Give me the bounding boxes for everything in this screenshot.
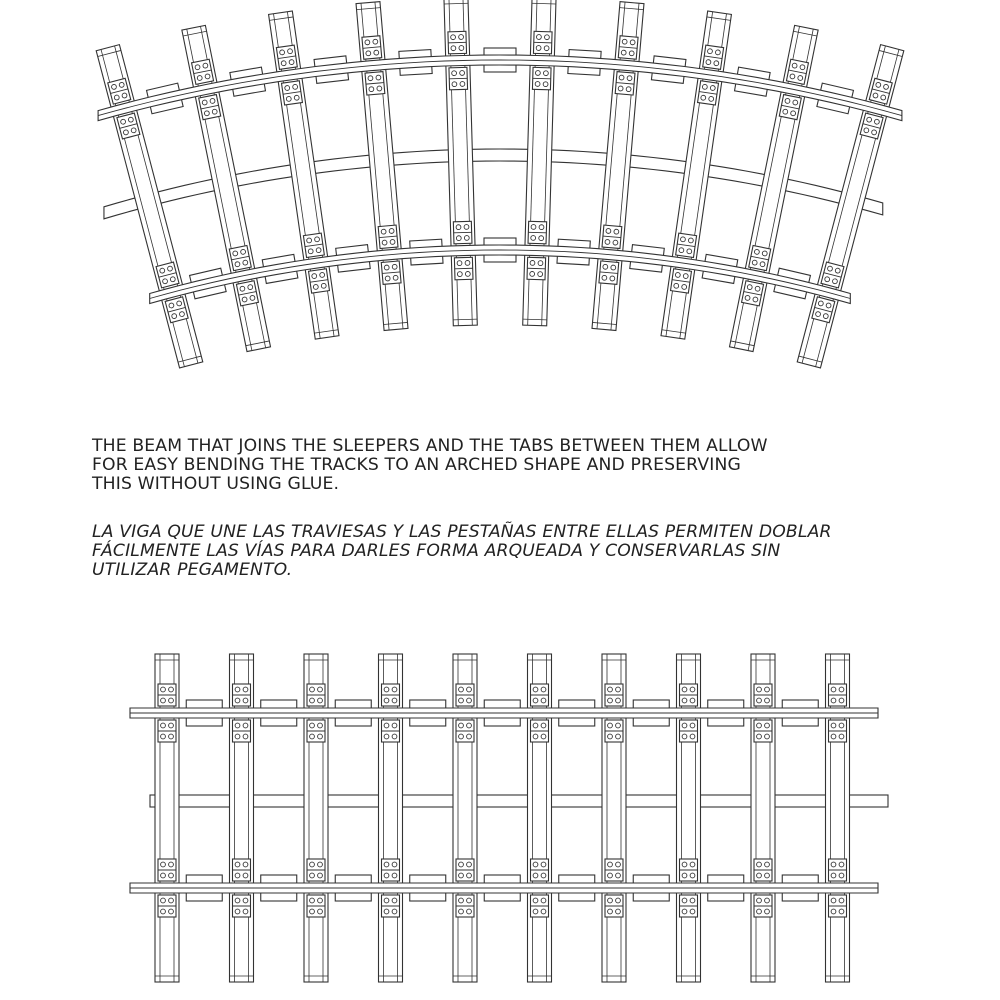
rail-fastener: [786, 59, 808, 84]
rail-fastener: [528, 221, 547, 244]
rail: [130, 883, 878, 893]
caption-spanish-line-3: UTILIZAR PEGAMENTO.: [92, 560, 293, 580]
rail-fastener: [779, 95, 801, 120]
rail-fastener: [382, 684, 400, 706]
caption-english-line-1: THE BEAM THAT JOINS THE SLEEPERS AND THE TABS BETWEEN THEM ALLOW: [92, 436, 768, 456]
rail-fastener: [158, 895, 176, 917]
sleeper: [602, 654, 626, 982]
rail-fastener: [829, 684, 847, 706]
sleeper-group: [444, 0, 477, 326]
caption-english-line-2: FOR EASY BENDING THE TRACKS TO AN ARCHED SHAPE AND PRESERVING: [92, 455, 741, 475]
rail-fastener: [449, 67, 468, 90]
caption-spanish-line-1: LA VIGA QUE UNE LAS TRAVIESAS Y LAS PESTAÑAS ENTRE ELLAS PERMITEN DOBLAR: [92, 522, 832, 542]
sleeper: [523, 0, 556, 326]
rail-fastener: [192, 59, 214, 84]
rail-fastener: [362, 36, 382, 59]
rail-fastener: [605, 895, 623, 917]
caption-english: [92, 437, 952, 494]
sleeper: [751, 654, 775, 982]
center-beam: [150, 795, 888, 807]
rail-fastener: [531, 684, 549, 706]
rail-fastener: [531, 720, 549, 742]
straight-track-diagram: [0, 620, 1000, 1000]
caption-spanish-line-2: FÁCILMENTE LAS VÍAS PARA DARLES FORMA ARQUEADA Y CONSERVARLAS SIN: [92, 541, 781, 561]
sleeper: [453, 654, 477, 982]
curved-track-diagram: [0, 0, 1000, 410]
rail-fastener: [754, 859, 772, 881]
sleeper: [528, 654, 552, 982]
rail-fastener: [605, 684, 623, 706]
rail-fastener: [307, 720, 325, 742]
rail-fastener: [158, 720, 176, 742]
sleeper: [155, 654, 179, 982]
rail-fastener: [742, 281, 764, 306]
caption-spanish: [92, 523, 952, 580]
rail-fastener: [618, 36, 638, 59]
rail-fastener: [680, 895, 698, 917]
rail-fastener: [381, 261, 401, 284]
rail-fastener: [303, 233, 324, 257]
sleeper: [304, 654, 328, 982]
rail-fastener: [448, 31, 467, 54]
rail-fastener: [233, 859, 251, 881]
rail-fastener: [599, 261, 619, 284]
rail-fastener: [233, 895, 251, 917]
rail-fastener: [605, 720, 623, 742]
rail-fastener: [365, 72, 385, 95]
rail-fastener: [680, 859, 698, 881]
rail-fastener: [829, 859, 847, 881]
rail-fastener: [456, 684, 474, 706]
rail-fastener: [236, 281, 258, 306]
rail-fastener: [307, 859, 325, 881]
rail-fastener: [698, 81, 719, 105]
sleeper: [230, 654, 254, 982]
rail-fastener: [276, 45, 297, 69]
sleeper: [379, 654, 403, 982]
rail-fastener: [676, 233, 697, 257]
rail-fastener: [281, 81, 302, 105]
rail-fastener: [158, 859, 176, 881]
rail-fastener: [456, 720, 474, 742]
rail-fastener: [605, 859, 623, 881]
rail-fastener: [829, 895, 847, 917]
rail-fastener: [703, 45, 724, 69]
rail-fastener: [527, 257, 546, 280]
rail-fastener: [754, 895, 772, 917]
rail-fastener: [671, 269, 692, 293]
rail-fastener: [199, 95, 221, 120]
rail-fastener: [754, 720, 772, 742]
rail-fastener: [307, 895, 325, 917]
rail-fastener: [829, 720, 847, 742]
rail-fastener: [233, 684, 251, 706]
sleeper: [677, 654, 701, 982]
rail-fastener: [382, 859, 400, 881]
rail-fastener: [229, 245, 251, 270]
rail: [130, 708, 878, 718]
rail-fastener: [382, 895, 400, 917]
rail-fastener: [532, 67, 551, 90]
rail-fastener: [233, 720, 251, 742]
rail-fastener: [158, 684, 176, 706]
rail-fastener: [531, 859, 549, 881]
rail-fastener: [602, 225, 622, 248]
sleeper: [826, 654, 850, 982]
rail-fastener: [680, 720, 698, 742]
rail-fastener: [749, 245, 771, 270]
rail-fastener: [531, 895, 549, 917]
rail-fastener: [309, 269, 330, 293]
rail-fastener: [382, 720, 400, 742]
caption-english-line-3: THIS WITHOUT USING GLUE.: [92, 474, 340, 494]
rail-fastener: [378, 225, 398, 248]
rail-fastener: [454, 257, 473, 280]
rail-fastener: [453, 221, 472, 244]
rail-fastener: [456, 859, 474, 881]
sleeper-group: [523, 0, 556, 326]
rail-fastener: [307, 684, 325, 706]
rail-fastener: [615, 72, 635, 95]
sleeper: [444, 0, 477, 326]
rail-fastener: [754, 684, 772, 706]
rail-fastener: [680, 684, 698, 706]
rail-fastener: [533, 31, 552, 54]
rail-fastener: [456, 895, 474, 917]
